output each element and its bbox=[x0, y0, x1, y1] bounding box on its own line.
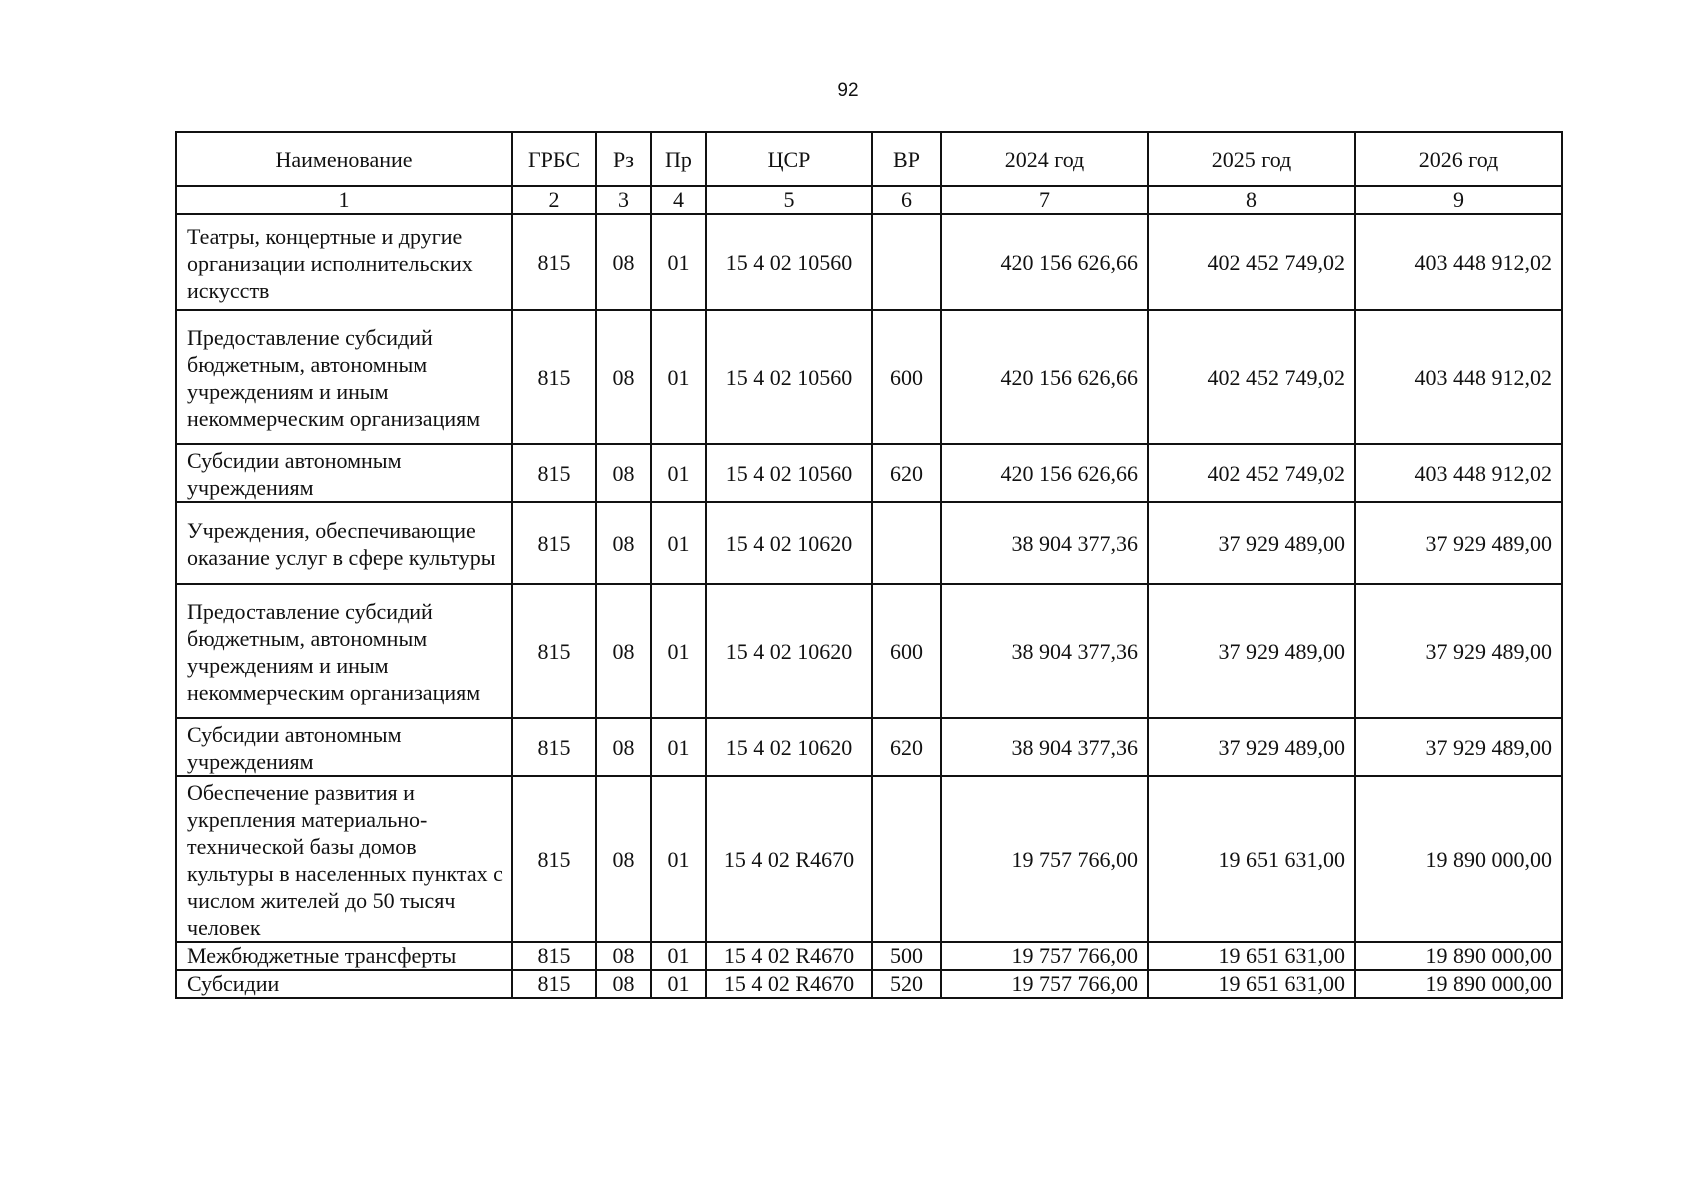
row-name: Субсидии автономным учреждениям bbox=[176, 444, 512, 502]
csr-cell: 15 4 02 10560 bbox=[706, 214, 872, 310]
table-row bbox=[176, 502, 1562, 584]
table-row bbox=[176, 214, 1562, 310]
column-number: 7 bbox=[941, 186, 1148, 214]
amount-2025: 37 929 489,00 bbox=[1148, 718, 1355, 776]
amount-2026: 37 929 489,00 bbox=[1355, 502, 1562, 584]
rz-cell: 08 bbox=[596, 214, 651, 310]
row-name: Субсидии автономным учреждениям bbox=[176, 718, 512, 776]
header-cell: Пр bbox=[651, 132, 706, 186]
amount-2024: 19 757 766,00 bbox=[941, 970, 1148, 998]
table-row bbox=[176, 444, 1562, 502]
row-name: Межбюджетные трансферты bbox=[176, 942, 512, 970]
amount-2025: 37 929 489,00 bbox=[1148, 502, 1355, 584]
header-cell: Рз bbox=[596, 132, 651, 186]
table-row bbox=[176, 776, 1562, 942]
vr-cell: 520 bbox=[872, 970, 941, 998]
column-number: 2 bbox=[512, 186, 596, 214]
column-number: 9 bbox=[1355, 186, 1562, 214]
grbs-cell: 815 bbox=[512, 942, 596, 970]
row-name: Предоставление субсидий бюджетным, автономным учреждениям и иным некоммерческим организациям bbox=[176, 310, 512, 444]
vr-cell: 500 bbox=[872, 942, 941, 970]
amount-2024: 420 156 626,66 bbox=[941, 444, 1148, 502]
header-cell: 2024 год bbox=[941, 132, 1148, 186]
amount-2024: 420 156 626,66 bbox=[941, 214, 1148, 310]
pr-cell: 01 bbox=[651, 502, 706, 584]
table-header-row bbox=[176, 132, 1562, 186]
header-cell: Наименование bbox=[176, 132, 512, 186]
csr-cell: 15 4 02 10560 bbox=[706, 310, 872, 444]
pr-cell: 01 bbox=[651, 970, 706, 998]
vr-cell bbox=[872, 776, 941, 942]
vr-cell: 620 bbox=[872, 718, 941, 776]
column-number: 8 bbox=[1148, 186, 1355, 214]
row-name: Субсидии bbox=[176, 970, 512, 998]
csr-cell: 15 4 02 R4670 bbox=[706, 776, 872, 942]
row-name: Театры, концертные и другие организации исполнительских искусств bbox=[176, 214, 512, 310]
grbs-cell: 815 bbox=[512, 310, 596, 444]
rz-cell: 08 bbox=[596, 776, 651, 942]
vr-cell bbox=[872, 502, 941, 584]
amount-2026: 403 448 912,02 bbox=[1355, 310, 1562, 444]
row-name: Учреждения, обеспечивающие оказание услуг в сфере культуры bbox=[176, 502, 512, 584]
amount-2025: 37 929 489,00 bbox=[1148, 584, 1355, 718]
grbs-cell: 815 bbox=[512, 584, 596, 718]
csr-cell: 15 4 02 10620 bbox=[706, 718, 872, 776]
rz-cell: 08 bbox=[596, 310, 651, 444]
vr-cell: 600 bbox=[872, 310, 941, 444]
column-number: 5 bbox=[706, 186, 872, 214]
pr-cell: 01 bbox=[651, 444, 706, 502]
table-row bbox=[176, 310, 1562, 444]
csr-cell: 15 4 02 10620 bbox=[706, 584, 872, 718]
csr-cell: 15 4 02 R4670 bbox=[706, 942, 872, 970]
rz-cell: 08 bbox=[596, 970, 651, 998]
amount-2025: 402 452 749,02 bbox=[1148, 444, 1355, 502]
csr-cell: 15 4 02 10560 bbox=[706, 444, 872, 502]
rz-cell: 08 bbox=[596, 502, 651, 584]
amount-2026: 403 448 912,02 bbox=[1355, 444, 1562, 502]
grbs-cell: 815 bbox=[512, 970, 596, 998]
grbs-cell: 815 bbox=[512, 776, 596, 942]
amount-2025: 402 452 749,02 bbox=[1148, 310, 1355, 444]
grbs-cell: 815 bbox=[512, 444, 596, 502]
header-cell: ВР bbox=[872, 132, 941, 186]
pr-cell: 01 bbox=[651, 214, 706, 310]
amount-2024: 38 904 377,36 bbox=[941, 718, 1148, 776]
amount-2026: 37 929 489,00 bbox=[1355, 718, 1562, 776]
vr-cell bbox=[872, 214, 941, 310]
column-number: 4 bbox=[651, 186, 706, 214]
amount-2025: 19 651 631,00 bbox=[1148, 970, 1355, 998]
amount-2025: 402 452 749,02 bbox=[1148, 214, 1355, 310]
header-cell: ЦСР bbox=[706, 132, 872, 186]
amount-2024: 19 757 766,00 bbox=[941, 776, 1148, 942]
vr-cell: 620 bbox=[872, 444, 941, 502]
amount-2024: 38 904 377,36 bbox=[941, 584, 1148, 718]
table-row bbox=[176, 970, 1562, 998]
amount-2025: 19 651 631,00 bbox=[1148, 942, 1355, 970]
amount-2026: 403 448 912,02 bbox=[1355, 214, 1562, 310]
amount-2024: 420 156 626,66 bbox=[941, 310, 1148, 444]
pr-cell: 01 bbox=[651, 310, 706, 444]
column-number: 6 bbox=[872, 186, 941, 214]
pr-cell: 01 bbox=[651, 942, 706, 970]
header-cell: 2026 год bbox=[1355, 132, 1562, 186]
row-name: Обеспечение развития и укрепления материально-технической базы домов культуры в населенных пунктах с числом жителей до 50 тысяч человек bbox=[176, 776, 512, 942]
grbs-cell: 815 bbox=[512, 502, 596, 584]
grbs-cell: 815 bbox=[512, 718, 596, 776]
csr-cell: 15 4 02 10620 bbox=[706, 502, 872, 584]
table-row bbox=[176, 584, 1562, 718]
page-number: 92 bbox=[837, 80, 859, 101]
budget-table bbox=[175, 131, 1563, 999]
header-cell: 2025 год bbox=[1148, 132, 1355, 186]
pr-cell: 01 bbox=[651, 718, 706, 776]
vr-cell: 600 bbox=[872, 584, 941, 718]
table-row bbox=[176, 718, 1562, 776]
csr-cell: 15 4 02 R4670 bbox=[706, 970, 872, 998]
rz-cell: 08 bbox=[596, 584, 651, 718]
amount-2026: 19 890 000,00 bbox=[1355, 942, 1562, 970]
rz-cell: 08 bbox=[596, 718, 651, 776]
column-number-row bbox=[176, 186, 1562, 214]
pr-cell: 01 bbox=[651, 776, 706, 942]
amount-2025: 19 651 631,00 bbox=[1148, 776, 1355, 942]
column-number: 1 bbox=[176, 186, 512, 214]
rz-cell: 08 bbox=[596, 942, 651, 970]
amount-2024: 19 757 766,00 bbox=[941, 942, 1148, 970]
rz-cell: 08 bbox=[596, 444, 651, 502]
amount-2026: 19 890 000,00 bbox=[1355, 970, 1562, 998]
table-row bbox=[176, 942, 1562, 970]
amount-2024: 38 904 377,36 bbox=[941, 502, 1148, 584]
pr-cell: 01 bbox=[651, 584, 706, 718]
column-number: 3 bbox=[596, 186, 651, 214]
amount-2026: 37 929 489,00 bbox=[1355, 584, 1562, 718]
header-cell: ГРБС bbox=[512, 132, 596, 186]
amount-2026: 19 890 000,00 bbox=[1355, 776, 1562, 942]
grbs-cell: 815 bbox=[512, 214, 596, 310]
row-name: Предоставление субсидий бюджетным, автономным учреждениям и иным некоммерческим организациям bbox=[176, 584, 512, 718]
